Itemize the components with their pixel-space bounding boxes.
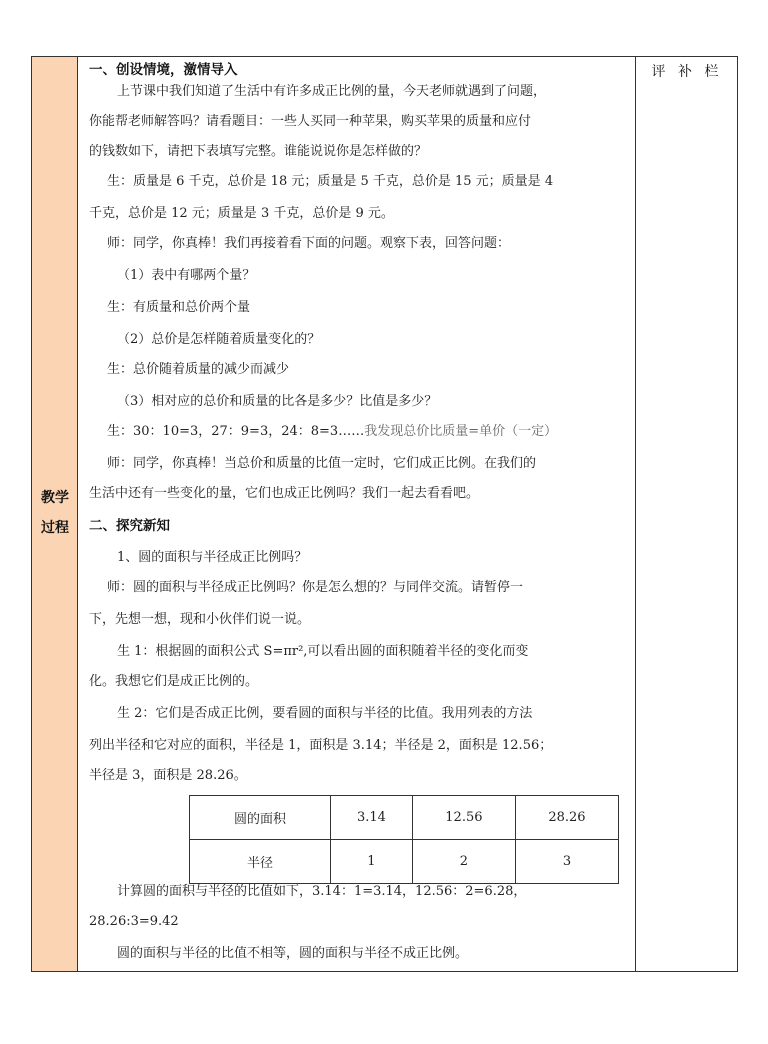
answer-3 bbox=[107, 423, 557, 441]
paragraph-line: 化。我想它们是成正比例的。 bbox=[89, 674, 259, 689]
review-column-label: 评 补 栏 bbox=[651, 64, 723, 80]
table-cell: 3.14 bbox=[330, 796, 412, 840]
table-cell: 12.56 bbox=[412, 796, 515, 840]
question-2: （2）总价是怎样随着质量变化的？ bbox=[117, 332, 321, 347]
table-row-label: 圆的面积 bbox=[190, 796, 331, 840]
paragraph-line: 圆的面积与半径的比值不相等，圆的面积与半径不成正比例。 bbox=[117, 946, 469, 961]
answer-1: 生：有质量和总价两个量 bbox=[107, 300, 251, 315]
paragraph-line: 生：质量是 6 千克，总价是 18 元；质量是 5 千克，总价是 15 元；质量是 4 bbox=[107, 174, 554, 189]
paragraph-line: 千克，总价是 12 元；质量是 3 千克，总价是 9 元。 bbox=[89, 206, 394, 221]
sidebar-column bbox=[32, 57, 78, 971]
paragraph-line: 师：同学，你真棒！我们再接着看下面的问题。观察下表，回答问题： bbox=[107, 236, 511, 251]
question-1: （1）表中有哪两个量？ bbox=[117, 268, 256, 283]
table-row bbox=[190, 840, 619, 884]
paragraph-line: 列出半径和它对应的面积，半径是 1，面积是 3.14；半径是 2，面积是 12.56； bbox=[89, 738, 553, 753]
section-heading-1: 一、创设情境，激情导入 bbox=[89, 62, 238, 78]
table-row-label: 半径 bbox=[190, 840, 331, 884]
paragraph-line: 下，先想一想，现和小伙伴们说一说。 bbox=[89, 612, 311, 627]
paragraph-line: 计算圆的面积与半径的比值如下，3.14：1=3.14，12.56：2=6.28， bbox=[117, 884, 527, 899]
lesson-table bbox=[31, 56, 738, 972]
paragraph-line: 你能帮老师解答吗？请看题目：一些人买同一种苹果，购买苹果的质量和应付 bbox=[89, 114, 532, 129]
table-cell: 2 bbox=[412, 840, 515, 884]
question-3: （3）相对应的总价和质量的比各是多少？比值是多少？ bbox=[117, 394, 438, 409]
paragraph-line: 师：圆的面积与半径成正比例吗？你是怎么想的？与同伴交流。请暂停一 bbox=[107, 580, 524, 595]
paragraph-line: 生 2：它们是否成正比例，要看圆的面积与半径的比值。我用列表的方法 bbox=[117, 706, 533, 721]
table-cell: 28.26 bbox=[515, 796, 618, 840]
sidebar-label-line1: 教学 bbox=[41, 490, 69, 506]
paragraph-line: 上节课中我们知道了生活中有许多成正比例的量，今天老师就遇到了问题， bbox=[117, 84, 547, 99]
table-row bbox=[190, 796, 619, 840]
review-column bbox=[635, 57, 738, 971]
answer-2: 生：总价随着质量的减少而减少 bbox=[107, 362, 290, 377]
paragraph-line: 生 1：根据圆的面积公式 S=πr²,可以看出圆的面积随着半径的变化而变 bbox=[117, 644, 529, 659]
paragraph-line: 半径是 3，面积是 28.26。 bbox=[89, 768, 247, 783]
sidebar-label-line2: 过程 bbox=[41, 520, 69, 536]
area-radius-table bbox=[189, 795, 619, 884]
paragraph-line: 的钱数如下，请把下表填写完整。谁能说说你是怎样做的？ bbox=[89, 144, 428, 159]
paragraph-line: 生活中还有一些变化的量，它们也成正比例吗？我们一起去看看吧。 bbox=[89, 486, 480, 501]
paragraph-line: 28.26:3=9.42 bbox=[89, 914, 179, 929]
paragraph-line: 师：同学，你真棒！当总价和质量的比值一定时，它们成正比例。在我们的 bbox=[107, 456, 537, 471]
table-cell: 1 bbox=[330, 840, 412, 884]
answer-3-ratios: 生：30：10=3，27：9=3，24：8=3…… bbox=[107, 424, 365, 439]
section-heading-2: 二、探究新知 bbox=[89, 518, 170, 534]
subsection-heading: 1、圆的面积与半径成正比例吗？ bbox=[117, 550, 308, 565]
answer-3-conclusion: 我发现总价比质量=单价（一定） bbox=[364, 424, 558, 439]
content-area bbox=[79, 57, 634, 971]
table-cell: 3 bbox=[515, 840, 618, 884]
